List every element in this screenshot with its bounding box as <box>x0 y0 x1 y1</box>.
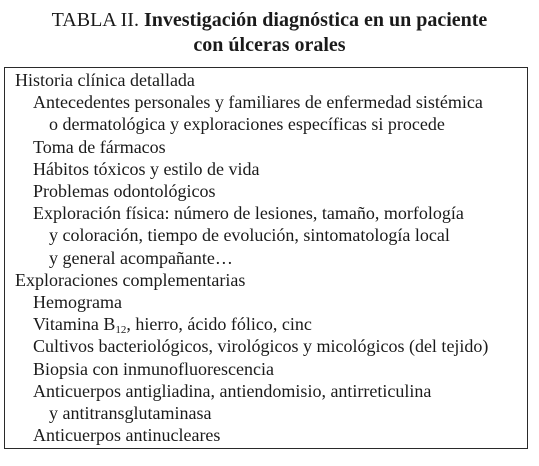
vitamin-subscript: 12 <box>115 324 127 337</box>
list-item: Cultivos bacteriológicos, virológicos y micológicos (del tejido) <box>33 336 489 357</box>
list-item: Anticuerpos antinucleares <box>33 425 221 446</box>
vitamin-text-rest: , hierro, ácido fólico, cinc <box>126 314 312 335</box>
list-item: Anticuerpos antigliadina, antiendomisio, antirreticulina <box>33 380 432 401</box>
list-item: Toma de fármacos <box>33 136 166 157</box>
list-item: Exploración física: número de lesiones, tamaño, morfología <box>33 203 464 224</box>
list-item-continuation: y general acompañante… <box>49 247 233 268</box>
list-item-continuation: y antitransglutaminasa <box>49 403 212 424</box>
vitamin-text: Vitamina B <box>33 314 116 335</box>
list-item: Hábitos tóxicos y estilo de vida <box>33 158 260 179</box>
table-heading-part-2: con úlceras orales <box>193 34 346 56</box>
list-item: Hemograma <box>33 292 122 313</box>
list-item: Antecedentes personales y familiares de enfermedad sistémica <box>33 92 483 113</box>
list-item: Problemas odontológicos <box>33 181 216 202</box>
list-item-continuation: y coloración, tiempo de evolución, sintomatología local <box>49 225 450 246</box>
table-title <box>0 8 539 58</box>
table-heading-part-1: Investigación diagnóstica en un paciente <box>143 9 488 31</box>
section-heading: Historia clínica detallada <box>15 70 195 90</box>
list-item-vitamin <box>15 313 527 335</box>
list-item: Biopsia con inmunofluorescencia <box>33 358 274 379</box>
table-content <box>15 69 527 446</box>
section-heading: Exploraciones complementarias <box>15 269 246 290</box>
table-box <box>4 67 528 449</box>
title-line-1 <box>0 8 539 33</box>
list-item-continuation: o dermatológica y exploraciones específicas si procede <box>49 114 445 135</box>
table-label: TABLA II. <box>51 9 139 31</box>
